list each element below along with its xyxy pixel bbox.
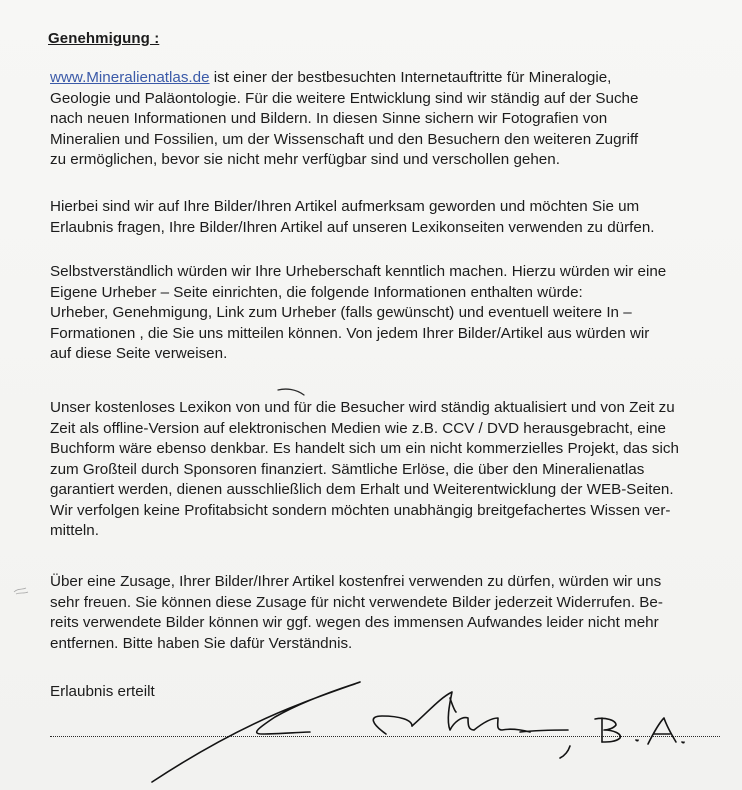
paragraph-intro-line-5: zu ermöglichen, bevor sie nicht mehr verfügbar sind und verschollen gehen. bbox=[50, 151, 560, 168]
paragraph-attribution bbox=[50, 262, 730, 365]
paragraph-attribution-line-3: Urheber, Genehmigung, Link zum Urheber (falls gewünscht) und eventuell weitere In – bbox=[50, 304, 632, 321]
consent-label: Erlaubnis erteilt bbox=[50, 683, 155, 700]
paragraph-lexicon-line-3: Buchform wäre ebenso denkbar. Es handelt sich um ein nicht kommerzielles Projekt, das sich bbox=[50, 440, 679, 457]
paragraph-lexicon-line-1: Unser kostenloses Lexikon von und für die Besucher wird ständig aktualisiert und von Zeit zu bbox=[50, 399, 675, 416]
paragraph-attribution-line-2: Eigene Urheber – Seite einrichten, die folgende Informationen enthalten würde: bbox=[50, 283, 583, 301]
paragraph-consent-line-3: reits verwendete Bilder können wir ggf. wegen des immensen Aufwandes leider nicht mehr bbox=[50, 614, 659, 631]
paragraph-lexicon-line-5: garantiert werden, dienen ausschließlich dem Erhalt und Weiterentwicklung der WEB-Seiten. bbox=[50, 481, 674, 498]
paragraph-lexicon-line-4: zum Großteil durch Sponsoren finanziert. Sämtliche Erlöse, die über den Mineralienatlas bbox=[50, 460, 645, 478]
paragraph-lexicon-line-2: Zeit als offline-Version auf elektronischen Medien wie z.B. CCV / DVD herausgebracht, eine bbox=[50, 419, 666, 437]
scan-smudge bbox=[12, 584, 30, 598]
paragraph-lexicon-line-7: mitteln. bbox=[50, 522, 99, 539]
document-heading: Genehmigung : bbox=[48, 30, 160, 47]
paragraph-request-line-2: Erlaubnis fragen, Ihre Bilder/Ihren Artikel auf unseren Lexikonseiten verwenden zu dürfen. bbox=[50, 218, 655, 236]
paragraph-attribution-line-4: Formationen , die Sie uns mitteilen können. Von jedem Ihrer Bilder/Artikel aus würden wir bbox=[50, 324, 650, 342]
paragraph-intro bbox=[50, 68, 730, 171]
paragraph-intro-line-3: nach neuen Informationen und Bildern. In diesen Sinne sichern wir Fotografien von bbox=[50, 110, 608, 127]
paragraph-intro-line-2: Geologie und Paläontologie. Für die weitere Entwicklung sind wir ständig auf der Suche bbox=[50, 89, 639, 107]
paragraph-lexicon bbox=[50, 398, 730, 542]
paragraph-attribution-line-1: Selbstverständlich würden wir Ihre Urheberschaft kenntlich machen. Hierzu würden wir eine bbox=[50, 263, 667, 280]
paragraph-intro-line-1-text: ist einer der bestbesuchten Internetauftritte für Mineralogie, bbox=[209, 69, 612, 86]
paragraph-intro-line-4: Mineralien und Fossilien, um der Wissenschaft und den Besuchern den weiteren Zugriff bbox=[50, 130, 639, 148]
paragraph-consent-line-4: entfernen. Bitte haben Sie dafür Verständnis. bbox=[50, 634, 353, 652]
paragraph-consent-line-1: Über eine Zusage, Ihrer Bilder/Ihrer Artikel kostenfrei verwenden zu dürfen, würden wir uns bbox=[50, 573, 662, 590]
paragraph-consent-line-2: sehr freuen. Sie können diese Zusage für nicht verwendete Bilder jederzeit Widerrufen. Be- bbox=[50, 593, 663, 611]
paragraph-request-line-1: Hierbei sind wir auf Ihre Bilder/Ihren Artikel aufmerksam geworden und möchten Sie um bbox=[50, 198, 640, 215]
paragraph-intro-line-1 bbox=[50, 68, 730, 89]
paragraph-attribution-line-5: auf diese Seite verweisen. bbox=[50, 345, 228, 362]
handwritten-signature bbox=[150, 672, 710, 787]
paragraph-request bbox=[50, 197, 730, 238]
pen-mark bbox=[276, 386, 306, 398]
paragraph-lexicon-line-6: Wir verfolgen keine Profitabsicht sondern möchten unabhängig breitgefachertes Wissen ver- bbox=[50, 501, 671, 519]
paragraph-consent-request bbox=[50, 572, 730, 654]
mineralienatlas-link[interactable]: www.Mineralienatlas.de bbox=[50, 69, 210, 86]
